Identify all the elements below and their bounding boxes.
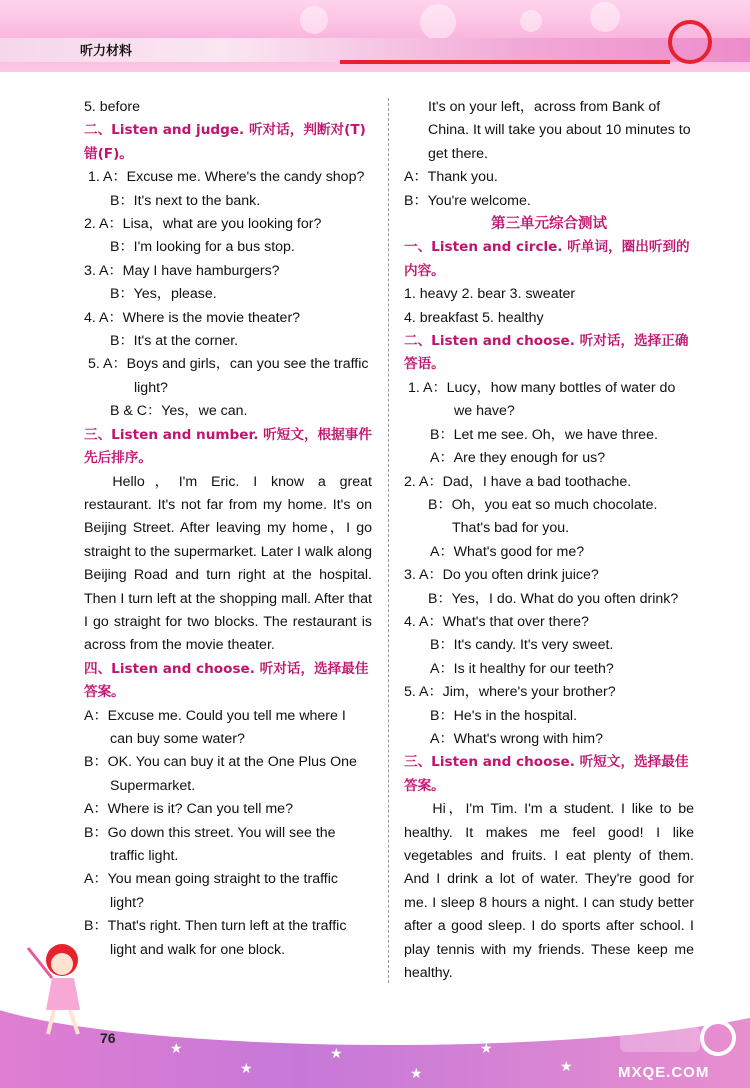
dialog-line: B：Oh，you eat so much chocolate. That's bad for you.: [428, 496, 658, 537]
dialog-line: A：Thank you.: [404, 169, 498, 186]
dialog-line: B：He's in the hospital.: [430, 707, 578, 724]
section-title: 听力材料: [80, 44, 133, 59]
column-divider: [388, 98, 389, 988]
dialog-line: B：It's next to the bank.: [110, 192, 261, 209]
section-heading: 三、Listen and choose. 听短文，选择最佳答案。: [404, 754, 689, 794]
dialog-line: 4. A：Where is the movie theater?: [84, 309, 301, 326]
dialog-line: B：Let me see. Oh，we have three.: [430, 426, 658, 443]
star-icon: ★: [560, 1058, 573, 1074]
passage-paragraph: Hi，I'm Tim. I'm a student. I like to be healthy. It makes me feel good! I like vegetables and fruits. I eat plenty of them. And I drink a lot of water. They're good for me. I sleep 8 hours a night. I can study better after a good sleep. I do sports after school. I play tennis with my friends. These keep me healthy.: [404, 801, 694, 982]
watermark-text: MXQE.COM: [618, 1064, 710, 1081]
cartoon-girl-icon: [18, 930, 108, 1040]
section-heading: 四、Listen and choose. 听对话，选择最佳答案。: [84, 660, 369, 701]
page-number: 76: [100, 1030, 116, 1046]
dialog-line: It's on your left，across from Bank of China. It will take you about 10 minutes to get there.: [428, 99, 691, 162]
dialog-line: 1. A：Excuse me. Where's the candy shop?: [88, 169, 365, 186]
dialog-line: A：Excuse me. Could you tell me where I can buy some water?: [84, 707, 346, 747]
dialog-line: 2. A：Lisa，what are you looking for?: [84, 216, 322, 233]
dialog-line: A：Is it healthy for our teeth?: [430, 660, 614, 677]
dialog-line: B：I'm looking for a bus stop.: [110, 239, 295, 256]
decorative-bubble: [300, 6, 328, 34]
header-rule: [340, 60, 670, 64]
left-column: [84, 96, 372, 962]
dialog-line: A：What's wrong with him?: [430, 730, 604, 747]
header-ring-icon: [668, 20, 712, 64]
dialog-line: B：Yes，please.: [110, 286, 217, 303]
star-icon: ★: [170, 1040, 183, 1056]
star-icon: ★: [240, 1060, 253, 1076]
dialog-line: 5. A：Jim，where's your brother?: [404, 684, 616, 701]
dialog-line: A：Are they enough for us?: [430, 450, 606, 467]
dialog-line: B：That's right. Then turn left at the traffic light and walk for one block.: [84, 918, 347, 958]
section-heading: 二、Listen and choose. 听对话，选择正确答语。: [404, 333, 689, 373]
section-heading: 三、Listen and number. 听短文，根据事件先后排序。: [84, 426, 372, 467]
dialog-line: 2. A：Dad，I have a bad toothache.: [404, 473, 632, 490]
star-icon: ★: [330, 1045, 343, 1061]
section-heading: 二、Listen and judge. 听对话，判断对(T)错(F)。: [84, 122, 366, 162]
dialog-line: B & C：Yes，we can.: [110, 403, 248, 420]
dialog-line: A：You mean going straight to the traffic light?: [84, 871, 338, 911]
dialog-line: B：You're welcome.: [404, 192, 531, 209]
right-column: [404, 96, 694, 985]
answer-line: 5. before: [84, 99, 141, 115]
dialog-line: 4. A：What's that over there?: [404, 613, 589, 630]
decorative-bubble: [420, 4, 456, 40]
section-heading: 一、Listen and circle. 听单词，圈出听到的内容。: [404, 239, 690, 279]
unit-title: 第三单元综合测试: [491, 216, 607, 233]
answer-line: 1. heavy 2. bear 3. sweater: [404, 286, 576, 303]
passage-paragraph: Hello，I'm Eric. I know a great restaurant. It's not far from my home. It's on Beijing Street. After leaving my home，I go straight to the supermarket. Later I walk along Beijing Road and turn right at the hospital. Then I turn left at the shopping mall. After that I go straight for two blocks. The restaurant is across from the movie theater.: [84, 473, 372, 654]
dialog-line: B：It's at the corner.: [110, 333, 239, 350]
decorative-bubble: [520, 10, 542, 32]
star-icon: ★: [480, 1040, 493, 1056]
dialog-line: B：OK. You can buy it at the One Plus One Supermarket.: [84, 754, 357, 794]
dialog-line: 5. A：Boys and girls，can you see the traffic light?: [88, 356, 369, 396]
answer-line: 4. breakfast 5. healthy: [404, 309, 544, 326]
dialog-line: 3. A：May I have hamburgers?: [84, 262, 280, 279]
star-icon: ★: [410, 1065, 423, 1081]
dialog-line: B：Go down this street. You will see the traffic light.: [84, 824, 336, 864]
dialog-line: 3. A：Do you often drink juice?: [404, 567, 599, 584]
dialog-line: B：Yes，I do. What do you often drink?: [428, 590, 679, 607]
dialog-line: A：What's good for me?: [430, 543, 585, 560]
dialog-line: 1. A：Lucy，how many bottles of water do we have?: [408, 379, 676, 420]
decorative-bubble: [590, 2, 620, 32]
dialog-line: A：Where is it? Can you tell me?: [84, 801, 293, 818]
dialog-line: B：It's candy. It's very sweet.: [430, 637, 614, 654]
